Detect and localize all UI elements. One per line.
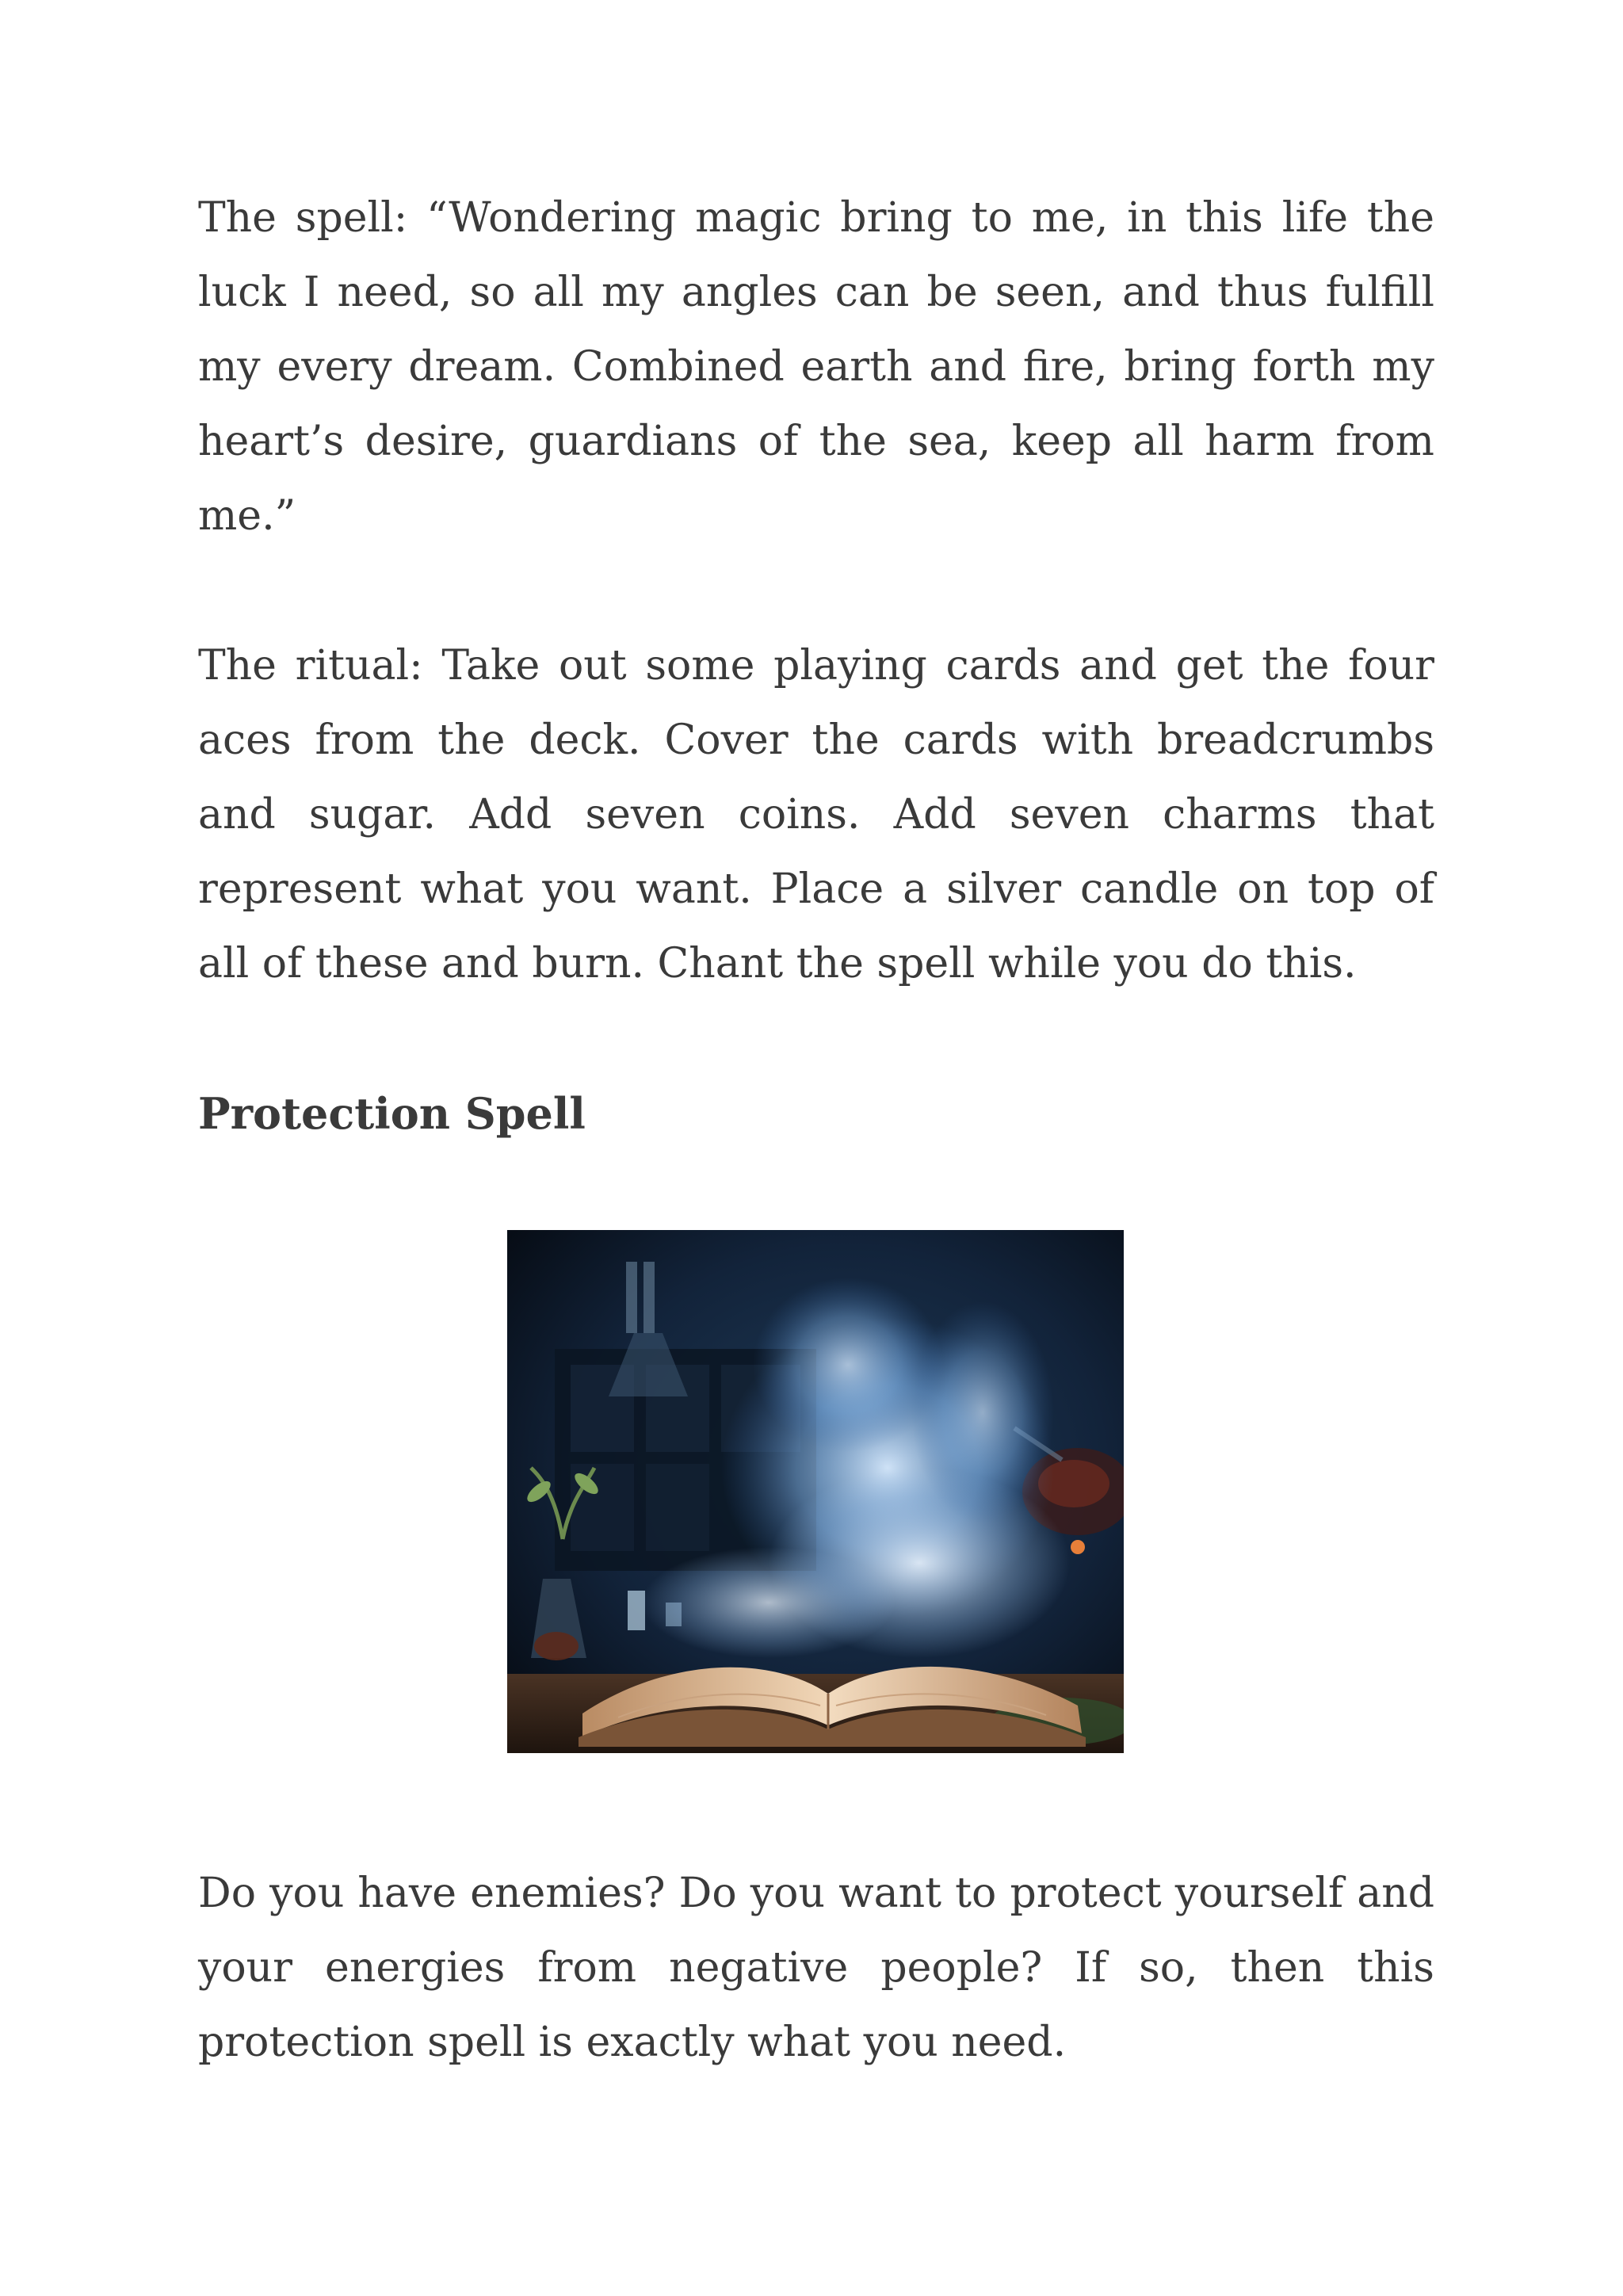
spell-paragraph: The spell: “Wondering magic bring to me, in this life the luck I need, so all my angles can be seen, and thus fulfill my every dream. Combined earth and fire, bring forth my heart’s desire, guardians of the sea, keep all harm from me.” bbox=[198, 194, 1434, 540]
protection-intro-paragraph: Do you have enemies? Do you want to protect yourself and your energies from negative people? If so, then this protection spell is exactly what you need. bbox=[198, 1870, 1434, 2066]
ritual-paragraph: The ritual: Take out some playing cards and get the four aces from the deck. Cover the cards with breadcrumbs and sugar. Add seven coins. Add seven charms that represent what you want. Place a silver candle on top of all of these and burn. Chant the spell while you do this. bbox=[198, 642, 1434, 988]
protection-spell-heading: Protection Spell bbox=[198, 1088, 586, 1139]
article-body bbox=[198, 181, 1434, 2155]
open-book-smoke-image bbox=[507, 1230, 1124, 1753]
